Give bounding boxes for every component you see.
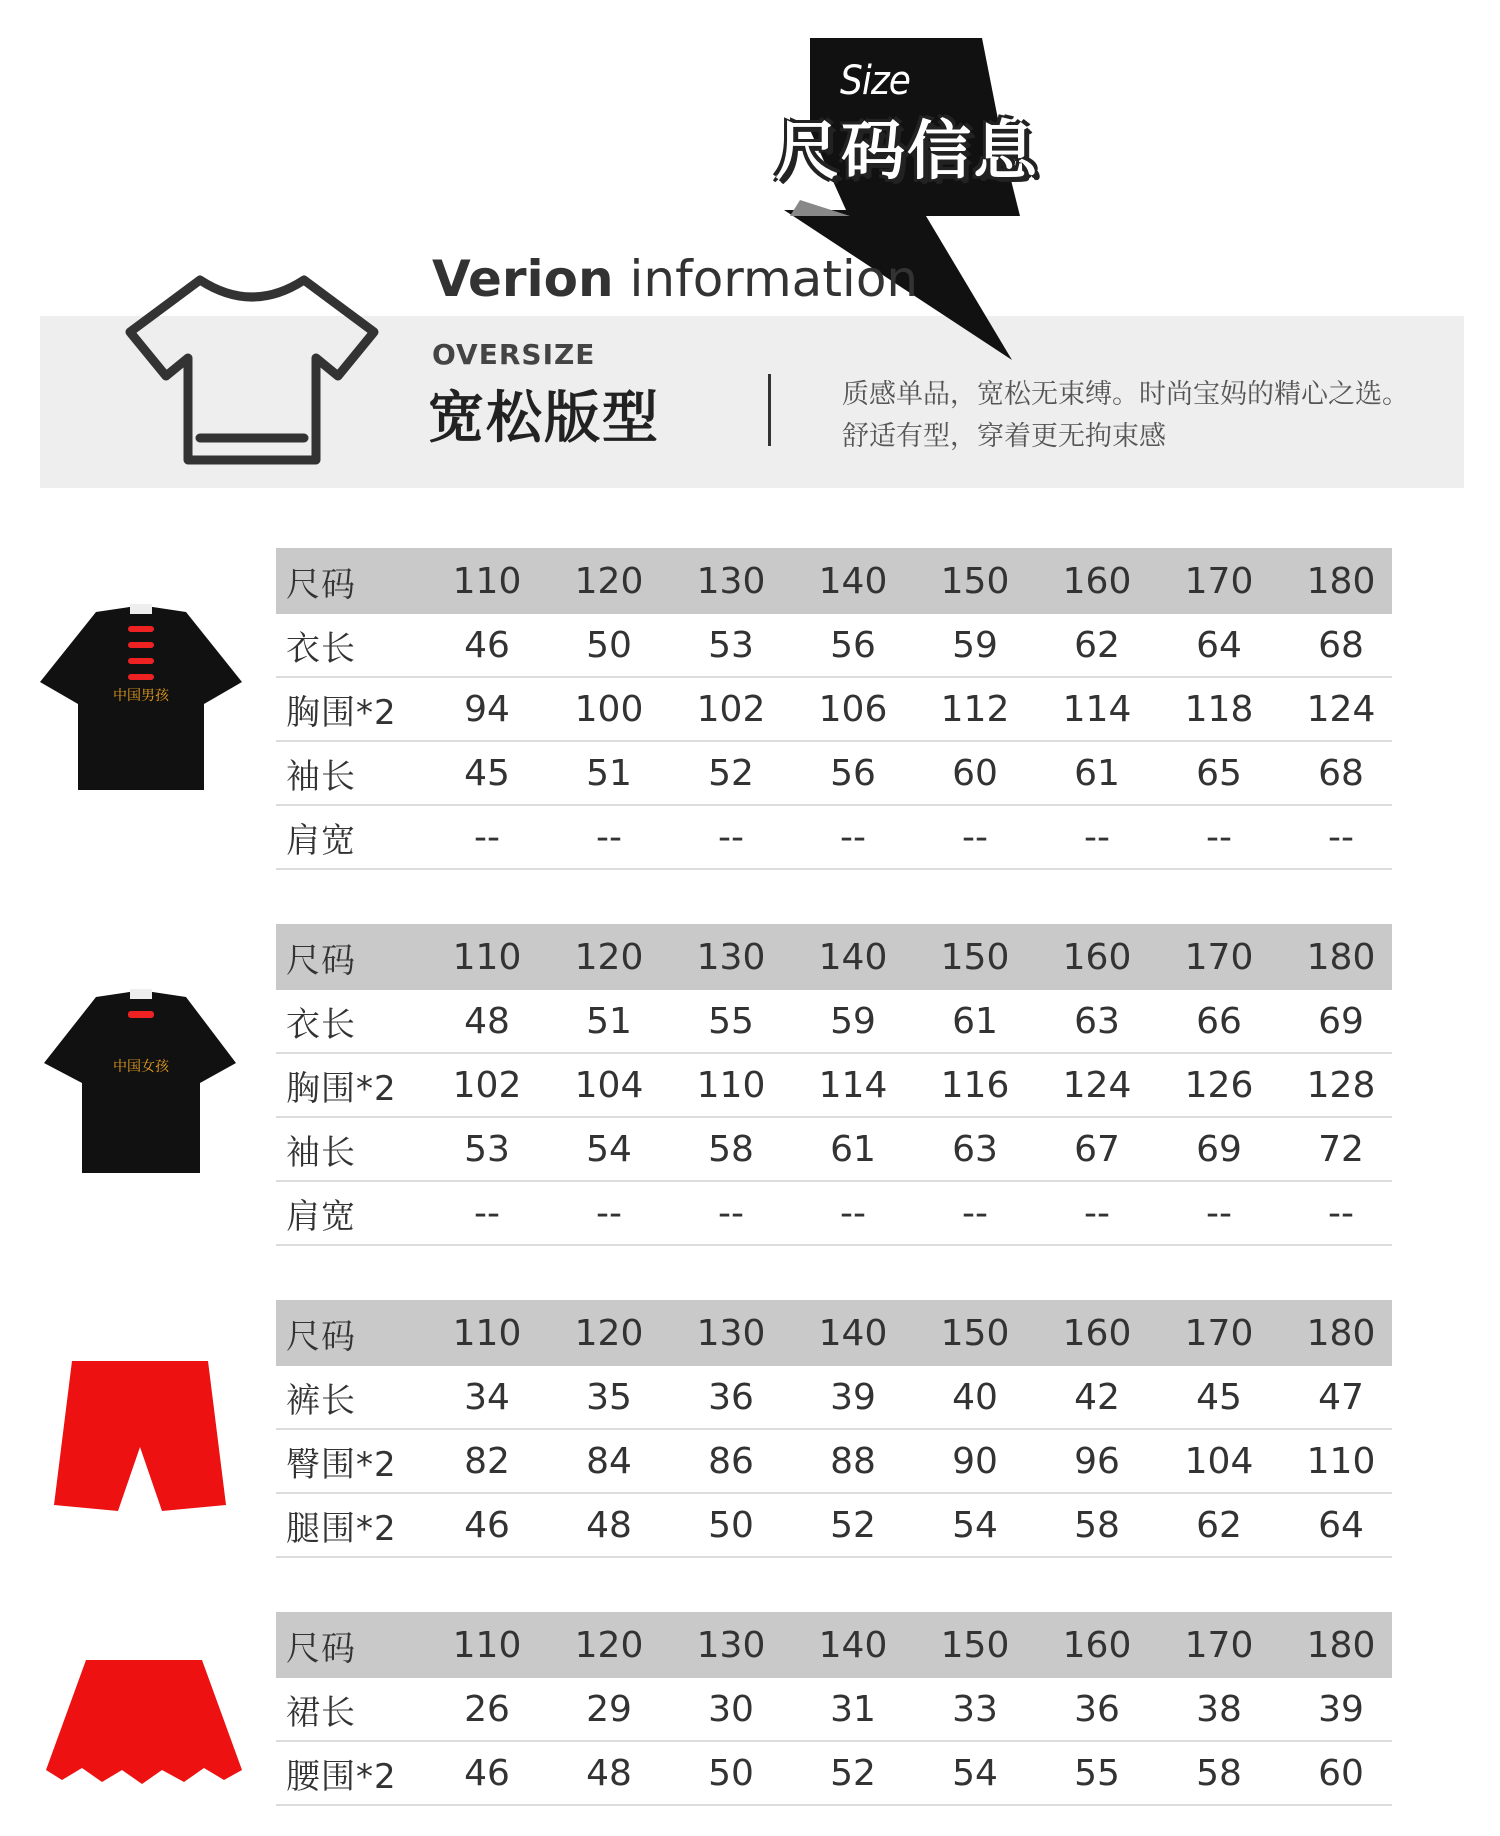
table-cell: 26 xyxy=(464,1688,510,1730)
row-label: 腰围*2 xyxy=(286,1756,397,1797)
table-cell: 62 xyxy=(1196,1504,1242,1546)
table-cell: 56 xyxy=(830,624,876,666)
table-cell: 130 xyxy=(696,1624,766,1666)
table-cell: 126 xyxy=(1184,1064,1254,1106)
table-cell: 86 xyxy=(708,1440,754,1482)
table-cell: 55 xyxy=(708,1000,754,1042)
table-cell: 150 xyxy=(940,1624,1010,1666)
row-label: 腿围*2 xyxy=(286,1508,397,1549)
table-cell: -- xyxy=(1206,816,1232,858)
row-label: 裙长 xyxy=(286,1692,356,1733)
table-cell: 106 xyxy=(818,688,888,730)
table-cell: 59 xyxy=(830,1000,876,1042)
table-cell: 180 xyxy=(1306,1624,1376,1666)
table-cell: 51 xyxy=(586,752,632,794)
table-cell: -- xyxy=(474,816,500,858)
row-label: 衣长 xyxy=(286,1004,356,1045)
size-word: Size xyxy=(840,58,910,104)
table-cell: 170 xyxy=(1184,560,1254,602)
table-cell: 130 xyxy=(696,936,766,978)
table-cell: -- xyxy=(1084,816,1110,858)
table-cell: 46 xyxy=(464,1752,510,1794)
table-cell: 170 xyxy=(1184,1624,1254,1666)
oversize-label: OVERSIZE xyxy=(432,338,596,371)
tshirt-icon xyxy=(122,270,382,470)
table-cell: 31 xyxy=(830,1688,876,1730)
table-cell: -- xyxy=(474,1192,500,1234)
size-table-skirt xyxy=(276,1612,1392,1806)
table-cell: 160 xyxy=(1062,560,1132,602)
table-cell: 68 xyxy=(1318,752,1364,794)
table-cell: 110 xyxy=(696,1064,766,1106)
table-cell: 124 xyxy=(1062,1064,1132,1106)
table-cell: 35 xyxy=(586,1376,632,1418)
table-row xyxy=(276,1182,1392,1246)
table-cell: 110 xyxy=(1306,1440,1376,1482)
table-cell: 69 xyxy=(1318,1000,1364,1042)
table-row xyxy=(276,924,1392,990)
table-cell: 170 xyxy=(1184,936,1254,978)
table-row xyxy=(276,678,1392,742)
table-cell: 36 xyxy=(708,1376,754,1418)
table-cell: 64 xyxy=(1196,624,1242,666)
boy-print: 中国男孩 xyxy=(113,688,169,704)
table-cell: 42 xyxy=(1074,1376,1120,1418)
table-cell: 58 xyxy=(708,1128,754,1170)
table-cell: 110 xyxy=(452,1312,522,1354)
table-cell: 36 xyxy=(1074,1688,1120,1730)
table-cell: 52 xyxy=(708,752,754,794)
row-label: 肩宽 xyxy=(286,820,356,861)
table-cell: 48 xyxy=(586,1504,632,1546)
table-cell: 170 xyxy=(1184,1312,1254,1354)
table-cell: 39 xyxy=(1318,1688,1364,1730)
table-cell: 160 xyxy=(1062,1312,1132,1354)
table-cell: 120 xyxy=(574,1312,644,1354)
table-cell: 90 xyxy=(952,1440,998,1482)
table-cell: -- xyxy=(1084,1192,1110,1234)
table-cell: 150 xyxy=(940,1312,1010,1354)
table-cell: 180 xyxy=(1306,560,1376,602)
table-cell: 30 xyxy=(708,1688,754,1730)
table-cell: 45 xyxy=(464,752,510,794)
divider xyxy=(768,374,771,446)
table-cell: 68 xyxy=(1318,624,1364,666)
table-cell: 130 xyxy=(696,560,766,602)
table-cell: 140 xyxy=(818,1624,888,1666)
black-tee-boy-image xyxy=(36,600,246,800)
table-cell: 114 xyxy=(818,1064,888,1106)
table-cell: 40 xyxy=(952,1376,998,1418)
table-cell: 66 xyxy=(1196,1000,1242,1042)
row-label: 胸围*2 xyxy=(286,1068,397,1109)
table-cell: 180 xyxy=(1306,936,1376,978)
table-cell: 54 xyxy=(952,1752,998,1794)
table-cell: 39 xyxy=(830,1376,876,1418)
table-cell: 62 xyxy=(1074,624,1120,666)
table-cell: 114 xyxy=(1062,688,1132,730)
table-cell: 47 xyxy=(1318,1376,1364,1418)
table-cell: 53 xyxy=(464,1128,510,1170)
table-row xyxy=(276,806,1392,870)
table-cell: 120 xyxy=(574,936,644,978)
girl-print: 中国女孩 xyxy=(113,1059,169,1075)
row-label: 胸围*2 xyxy=(286,692,397,733)
table-cell: 150 xyxy=(940,560,1010,602)
table-cell: 60 xyxy=(1318,1752,1364,1794)
loose-fit-label: 宽松版型 xyxy=(428,386,660,451)
table-row xyxy=(276,742,1392,806)
table-cell: 180 xyxy=(1306,1312,1376,1354)
table-cell: 51 xyxy=(586,1000,632,1042)
table-cell: 45 xyxy=(1196,1376,1242,1418)
table-row xyxy=(276,1430,1392,1494)
table-cell: 84 xyxy=(586,1440,632,1482)
table-cell: -- xyxy=(1328,816,1354,858)
table-cell: 150 xyxy=(940,936,1010,978)
table-row xyxy=(276,1054,1392,1118)
table-cell: -- xyxy=(1328,1192,1354,1234)
size-info-title: 尺码信息 xyxy=(775,115,1039,189)
table-cell: 61 xyxy=(952,1000,998,1042)
table-cell: 88 xyxy=(830,1440,876,1482)
size-table-girl-tee xyxy=(276,924,1392,1246)
table-cell: 104 xyxy=(1184,1440,1254,1482)
table-cell: 33 xyxy=(952,1688,998,1730)
table-cell: 53 xyxy=(708,624,754,666)
table-cell: 140 xyxy=(818,1312,888,1354)
table-cell: 118 xyxy=(1184,688,1254,730)
table-cell: 140 xyxy=(818,936,888,978)
table-cell: -- xyxy=(840,816,866,858)
table-row xyxy=(276,1678,1392,1742)
table-row xyxy=(276,1612,1392,1678)
table-cell: 112 xyxy=(940,688,1010,730)
table-cell: 55 xyxy=(1074,1752,1120,1794)
table-cell: 102 xyxy=(696,688,766,730)
table-cell: 46 xyxy=(464,1504,510,1546)
table-row xyxy=(276,1118,1392,1182)
table-cell: 63 xyxy=(1074,1000,1120,1042)
table-cell: 61 xyxy=(1074,752,1120,794)
table-cell: 124 xyxy=(1306,688,1376,730)
table-cell: 50 xyxy=(708,1752,754,1794)
table-cell: -- xyxy=(962,1192,988,1234)
table-cell: 63 xyxy=(952,1128,998,1170)
version-information-heading: Verion information xyxy=(432,250,919,308)
row-label: 裤长 xyxy=(286,1380,356,1421)
table-cell: 56 xyxy=(830,752,876,794)
table-cell: 130 xyxy=(696,1312,766,1354)
table-cell: 110 xyxy=(452,1624,522,1666)
row-label: 尺码 xyxy=(286,564,356,605)
table-cell: 102 xyxy=(452,1064,522,1106)
table-row xyxy=(276,1300,1392,1366)
row-label: 尺码 xyxy=(286,1316,356,1357)
table-cell: -- xyxy=(962,816,988,858)
table-row xyxy=(276,1494,1392,1558)
table-cell: 60 xyxy=(952,752,998,794)
table-cell: 59 xyxy=(952,624,998,666)
size-table-shorts xyxy=(276,1300,1392,1558)
table-row xyxy=(276,614,1392,678)
table-cell: 82 xyxy=(464,1440,510,1482)
table-cell: 58 xyxy=(1196,1752,1242,1794)
description-line-1: 质感单品，宽松无束缚。时尚宝妈的精心之选。 xyxy=(842,379,1409,410)
table-cell: 29 xyxy=(586,1688,632,1730)
table-row xyxy=(276,1366,1392,1430)
table-cell: 52 xyxy=(830,1504,876,1546)
red-shorts-image xyxy=(50,1355,230,1525)
row-label: 肩宽 xyxy=(286,1196,356,1237)
size-table-boy-tee xyxy=(276,548,1392,870)
table-cell: 54 xyxy=(586,1128,632,1170)
red-skirt-image xyxy=(44,1650,244,1810)
table-cell: 72 xyxy=(1318,1128,1364,1170)
table-cell: 48 xyxy=(586,1752,632,1794)
row-label: 尺码 xyxy=(286,1628,356,1669)
black-tee-girl-image xyxy=(36,985,246,1185)
table-cell: 48 xyxy=(464,1000,510,1042)
description-line-2: 舒适有型，穿着更无拘束感 xyxy=(842,421,1166,452)
table-cell: 140 xyxy=(818,560,888,602)
table-row xyxy=(276,548,1392,614)
table-cell: 96 xyxy=(1074,1440,1120,1482)
table-cell: 94 xyxy=(464,688,510,730)
table-cell: 110 xyxy=(452,936,522,978)
table-cell: 65 xyxy=(1196,752,1242,794)
table-cell: 128 xyxy=(1306,1064,1376,1106)
table-row xyxy=(276,990,1392,1054)
row-label: 衣长 xyxy=(286,628,356,669)
table-cell: 67 xyxy=(1074,1128,1120,1170)
table-cell: 64 xyxy=(1318,1504,1364,1546)
row-label: 臀围*2 xyxy=(286,1444,397,1485)
table-cell: 46 xyxy=(464,624,510,666)
table-cell: 104 xyxy=(574,1064,644,1106)
table-cell: 38 xyxy=(1196,1688,1242,1730)
table-cell: 58 xyxy=(1074,1504,1120,1546)
table-cell: -- xyxy=(1206,1192,1232,1234)
table-cell: 69 xyxy=(1196,1128,1242,1170)
table-cell: -- xyxy=(718,816,744,858)
table-cell: -- xyxy=(840,1192,866,1234)
row-label: 尺码 xyxy=(286,940,356,981)
table-cell: 120 xyxy=(574,1624,644,1666)
table-cell: 160 xyxy=(1062,1624,1132,1666)
table-cell: 120 xyxy=(574,560,644,602)
table-cell: 61 xyxy=(830,1128,876,1170)
table-cell: 50 xyxy=(586,624,632,666)
table-cell: 110 xyxy=(452,560,522,602)
row-label: 袖长 xyxy=(286,756,356,797)
table-row xyxy=(276,1742,1392,1806)
table-cell: 52 xyxy=(830,1752,876,1794)
table-cell: -- xyxy=(596,816,622,858)
row-label: 袖长 xyxy=(286,1132,356,1173)
table-cell: -- xyxy=(596,1192,622,1234)
table-cell: 54 xyxy=(952,1504,998,1546)
table-cell: 116 xyxy=(940,1064,1010,1106)
table-cell: -- xyxy=(718,1192,744,1234)
table-cell: 100 xyxy=(574,688,644,730)
table-cell: 160 xyxy=(1062,936,1132,978)
table-cell: 34 xyxy=(464,1376,510,1418)
table-cell: 50 xyxy=(708,1504,754,1546)
